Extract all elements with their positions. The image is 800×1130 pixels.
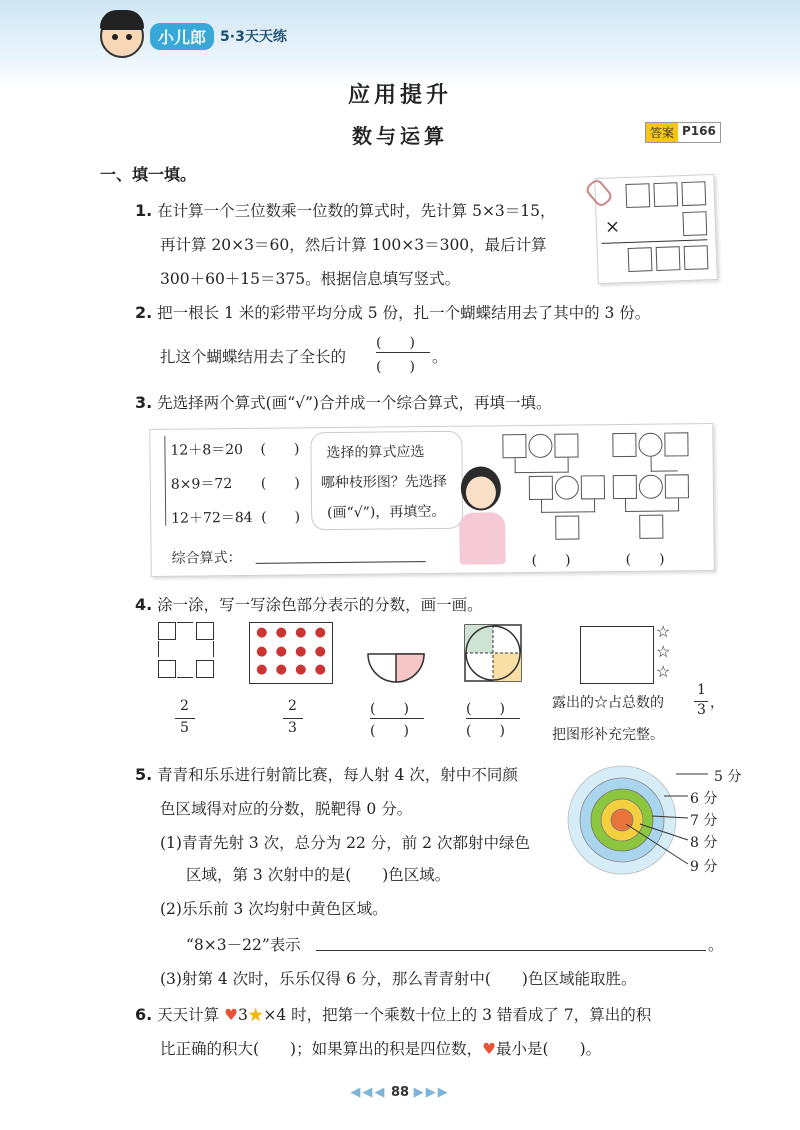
tree-branch xyxy=(651,456,678,471)
semicircle-shape[interactable] xyxy=(366,652,426,686)
question-text: “8×3－22”表示 xyxy=(186,936,301,954)
brand-name: 小儿郎 xyxy=(150,23,214,50)
question-text: 300＋60＋15＝375。根据信息填写竖式。 xyxy=(160,270,461,288)
fraction-numerator-blank[interactable]: ( ) xyxy=(376,335,415,351)
question-text: 天天计算 xyxy=(157,1006,220,1024)
score-label: 7 分 xyxy=(690,813,718,829)
question-6 xyxy=(135,998,651,1032)
cross-shape[interactable] xyxy=(158,622,214,678)
digit-box[interactable] xyxy=(628,247,653,272)
question-text: 区域，第 3 次射中的是( )色区域。 xyxy=(186,866,451,884)
star-text: ， xyxy=(710,695,724,711)
heart-icon: ♥ xyxy=(224,1006,239,1024)
answer-label: 答案 xyxy=(646,123,678,142)
check-blank[interactable]: ( ) xyxy=(260,475,300,492)
fraction-denominator-blank[interactable]: ( ) xyxy=(370,723,409,739)
tree-branch xyxy=(515,458,569,474)
equation-3: 12＋72＝84 xyxy=(171,509,253,527)
question-text: (3)射第 4 次时，乐乐仅得 6 分，那么青青射中( )色区域能取胜。 xyxy=(160,970,637,988)
fraction-denominator: 5 xyxy=(180,720,189,736)
digit-box[interactable] xyxy=(681,181,706,206)
period: 。 xyxy=(708,936,724,954)
question-text: 青青和乐乐进行射箭比赛，每人射 4 次，射中不同颜 xyxy=(157,766,518,784)
fraction-numerator: 2 xyxy=(288,698,297,714)
tree-box[interactable] xyxy=(554,433,578,457)
answer-page: P166 xyxy=(678,123,720,142)
question-2 xyxy=(135,296,650,330)
question-3 xyxy=(135,386,551,420)
answer-blank-line[interactable] xyxy=(316,950,706,951)
question-text: 最小是( )。 xyxy=(496,1040,602,1058)
score-label: 5 分 xyxy=(714,769,742,785)
question-number: 1. xyxy=(135,201,153,220)
tree-box[interactable] xyxy=(529,476,553,500)
question-number: 4. xyxy=(135,595,153,614)
question-text: 先选择两个算式(画“√”)合并成一个综合算式，再填一填。 xyxy=(157,394,552,412)
tree-box[interactable] xyxy=(613,475,637,499)
tree-box[interactable] xyxy=(665,474,689,498)
fraction-numerator-blank[interactable]: ( ) xyxy=(466,701,505,717)
star-icon: ☆ xyxy=(656,662,671,681)
question-number: 5. xyxy=(135,765,153,784)
tree-box[interactable] xyxy=(555,515,579,539)
star-icon: ☆ xyxy=(656,622,671,641)
question-text: 把一根长 1 米的彩带平均分成 5 份，扎一个蝴蝶结用去了其中的 3 份。 xyxy=(157,304,651,322)
vertical-multiplication-card xyxy=(594,174,718,284)
tree-box[interactable] xyxy=(581,475,605,499)
question-number: 3. xyxy=(135,393,153,412)
question-text: 在计算一个三位数乘一位数的算式时，先计算 5×3＝15， xyxy=(157,202,556,220)
star-text: 把图形补充完整。 xyxy=(552,727,664,743)
digit-box[interactable] xyxy=(625,183,650,208)
target-ring xyxy=(611,809,633,831)
tree-box[interactable] xyxy=(664,432,688,456)
question-text-line xyxy=(160,1032,601,1066)
score-label: 6 分 xyxy=(690,791,718,807)
operator-circle[interactable] xyxy=(555,475,579,499)
star-icon: ☆ xyxy=(656,642,671,661)
section-title: 一、填一填。 xyxy=(100,165,197,184)
star-shape-icon: ★ xyxy=(247,1006,264,1024)
equation-2: 8×9＝72 xyxy=(170,476,233,493)
tree-check-blank[interactable]: ( ) xyxy=(625,551,665,568)
digit-box[interactable] xyxy=(682,211,707,236)
bubble-text: 选择的算式应选 xyxy=(326,444,425,462)
fraction-numerator: 1 xyxy=(697,682,706,698)
page-title: 应用提升 xyxy=(347,82,452,108)
tree-check-blank[interactable]: ( ) xyxy=(531,552,571,569)
mascot-avatar xyxy=(100,14,144,58)
heart-icon: ♥ xyxy=(482,1040,497,1058)
page-subtitle: 数与运算 xyxy=(352,124,448,148)
tree-branch xyxy=(625,498,679,512)
check-blank[interactable]: ( ) xyxy=(260,441,300,458)
fraction-bar xyxy=(175,718,195,719)
score-label: 9 分 xyxy=(690,859,718,875)
question-text: (1)青青先射 3 次，总分为 22 分，前 2 次都射中绿色 xyxy=(160,834,530,852)
fraction-denominator: 3 xyxy=(288,720,297,736)
digit-box[interactable] xyxy=(656,246,681,271)
bubble-text: (画“√”)，再填空。 xyxy=(327,503,446,522)
tree-box[interactable] xyxy=(612,433,636,457)
question-1 xyxy=(135,194,595,228)
period: 。 xyxy=(432,348,448,366)
question-text: 扎这个蝴蝶结用去了全长的 xyxy=(160,348,347,366)
question-text: 色区域得对应的分数，脱靶得 0 分。 xyxy=(160,800,413,818)
times-sign: × xyxy=(604,216,621,238)
prev-arrows-icon: ◀◀◀ xyxy=(350,1085,387,1100)
brace-line xyxy=(164,436,166,526)
fraction-bar xyxy=(370,718,424,719)
operator-circle[interactable] xyxy=(639,475,663,499)
question-text: 再计算 20×3＝60，然后计算 100×3＝300，最后计算 xyxy=(160,236,547,254)
question-number: 6. xyxy=(135,1005,153,1024)
apple-grid[interactable]: ● ● ● ● ● ● ● ● ● ● ● ● xyxy=(249,622,333,684)
circle-in-square-shape[interactable] xyxy=(464,624,522,682)
fraction-denominator-blank[interactable]: ( ) xyxy=(466,723,505,739)
question-text: ×4 时，把第一个乘数十位上的 3 错看成了 7，算出的积 xyxy=(263,1006,652,1024)
check-blank[interactable]: ( ) xyxy=(261,509,301,526)
tree-box[interactable] xyxy=(639,515,663,539)
tree-branch xyxy=(541,499,595,513)
operator-circle[interactable] xyxy=(638,433,662,457)
question-5 xyxy=(135,758,518,792)
answer-reference xyxy=(645,122,721,143)
fraction-denominator-blank[interactable]: ( ) xyxy=(376,359,415,375)
fraction-bar xyxy=(283,718,303,719)
brand xyxy=(100,14,287,58)
question-number: 2. xyxy=(135,303,153,322)
result-line xyxy=(601,239,707,244)
series-name: 5·3天天练 xyxy=(220,29,287,45)
equation-1: 12＋8＝20 xyxy=(170,441,244,459)
question-text: 涂一涂，写一写涂色部分表示的分数，画一画。 xyxy=(157,596,483,614)
combined-blank[interactable] xyxy=(256,561,426,564)
q3-card xyxy=(149,423,715,577)
next-arrows-icon: ▶▶▶ xyxy=(413,1085,450,1100)
page-footer xyxy=(0,1085,800,1100)
question-4 xyxy=(135,588,483,622)
fraction-numerator-blank[interactable]: ( ) xyxy=(370,701,409,717)
operator-circle[interactable] xyxy=(528,434,552,458)
score-label: 8 分 xyxy=(690,835,718,851)
digit-box[interactable] xyxy=(653,182,678,207)
digit-three: 3 xyxy=(238,1006,248,1024)
question-text: (2)乐乐前 3 次均射中黄色区域。 xyxy=(160,900,388,918)
star-cover-rectangle[interactable] xyxy=(580,626,654,684)
bubble-text: 哪种枝形图？先选择 xyxy=(320,473,447,492)
fraction-denominator: 3 xyxy=(697,702,706,718)
tree-box[interactable] xyxy=(502,434,526,458)
star-text: 露出的☆占总数的 xyxy=(552,695,664,711)
girl-illustration xyxy=(451,462,512,567)
fraction-bar xyxy=(466,718,520,719)
combined-label: 综合算式： xyxy=(171,549,242,567)
digit-box[interactable] xyxy=(684,245,709,270)
fraction-numerator: 2 xyxy=(180,698,189,714)
fraction-bar xyxy=(376,352,430,353)
page-number: 88 xyxy=(390,1085,410,1100)
question-text: 比正确的积大( )；如果算出的积是四位数， xyxy=(160,1040,483,1058)
